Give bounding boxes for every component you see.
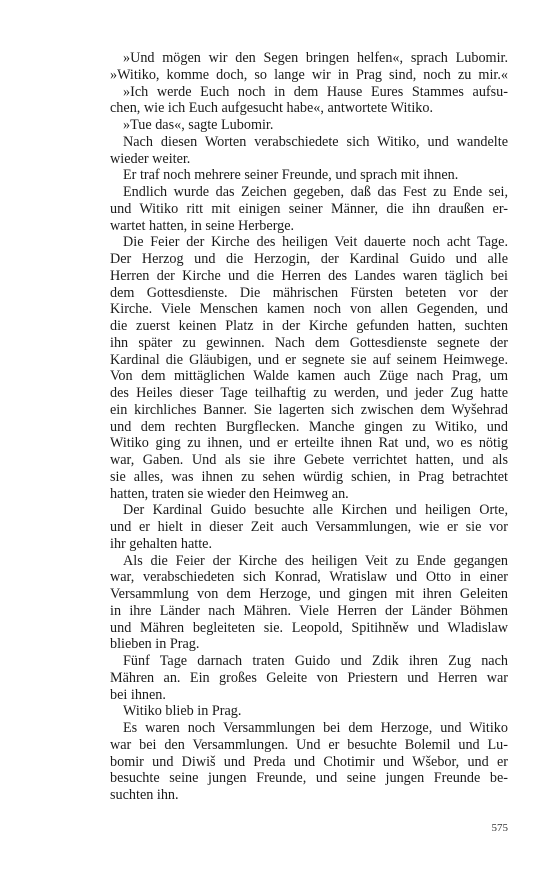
text-line: besuchte seine jungen Freunde, und seine jungen Freunde be- [110, 770, 508, 787]
text-line: Es waren noch Versammlungen bei dem Herzoge, und Witiko [123, 720, 508, 736]
text-line: Von dem mittäglichen Walde kamen auch Züge nach Prag, um [110, 368, 508, 385]
text-line: des Heiles dieser Tage teilhaftig zu werden, und jeder Zug hatte [110, 385, 508, 401]
text-line: dem Gottesdienste. Die mährischen Fürsten beteten vor der [110, 284, 508, 301]
text-line: Kirche. Viele Menschen kamen noch von allen Gegenden, und [110, 301, 508, 318]
text-line: Er traf noch mehrere seiner Freunde, und sprach mit ihnen. [123, 167, 459, 184]
text-line: Versammlung von dem Herzoge, und gingen mit ihren Geleiten [110, 586, 508, 602]
text-line: Die Feier der Kirche des heiligen Veit dauerte noch acht Tage. [123, 234, 508, 251]
text-line: Fünf Tage darnach traten Guido und Zdik ihren Zug nach [123, 653, 508, 669]
text-line: sie alles, was ihnen zu sehen würdig schien, in Prag betrachtet [110, 468, 508, 485]
text-line: Als die Feier der Kirche des heiligen Veit zu Ende gegangen [123, 552, 508, 569]
text-line: Nach diesen Worten verabschiedete sich Witiko, und wandelte [123, 133, 508, 150]
text-line: und er hielt in dieser Zeit auch Versammlungen, wie er sie vor [110, 519, 508, 535]
text-line: bomir und Diwiš und Preda und Chotimir und Wšebor, und er [110, 753, 508, 770]
text-line: und Mähren begleiteten sie. Leopold, Spitihněw und Wladislaw [110, 619, 508, 636]
text-line: wartet hatten, in seine Herberge. [110, 217, 295, 234]
text-line: ein kirchliches Banner. Sie lagerten sich zwischen dem Wyšehrad [110, 401, 508, 418]
text-line: suchten ihn. [110, 787, 179, 803]
text-line: Herren der Kirche und die Herren des Landes waren täglich bei [110, 267, 508, 284]
text-line: ihn später zu gewinnen. Nach dem Gottesdienste segnete der [110, 334, 508, 351]
text-line: Der Herzog und die Herzogin, der Kardinal Guido und alle [110, 251, 508, 267]
text-line: war bei den Versammlungen. Und er besuchte Bolemil und Lu- [110, 736, 508, 753]
page-number: 575 [491, 822, 508, 834]
text-line: in ihre Länder nach Mähren. Viele Herren der Länder Böhmen [110, 602, 508, 619]
text-line: Kardinal die Gläubigen, und er segnete sie auf seinem Heimwege. [110, 351, 508, 368]
text-line: und Witiko ritt mit einigen seiner Männer, die ihn draußen er- [110, 200, 508, 217]
text-line: die zuerst keinen Platz in der Kirche gefunden hatten, suchten [110, 318, 508, 334]
text-line: hatten, traten sie wieder den Heimweg an. [110, 485, 349, 502]
text-line: war, Gaben. Und als sie ihre Gebete verrichtet hatten, und als [110, 452, 508, 468]
text-line: Mähren an. Ein großes Geleite von Priestern und Herren war [110, 669, 508, 686]
text-line: chen, wie ich Euch aufgesucht habe«, antwortete Witiko. [110, 100, 434, 117]
text-line: war, verabschiedeten sich Konrad, Wratislaw und Otto in einer [110, 569, 508, 586]
page-body [110, 50, 508, 804]
text-line: Endlich wurde das Zeichen gegeben, daß das Fest zu Ende sei, [123, 184, 508, 200]
text-line: und dem rechten Burgflecken. Manche gingen zu Witiko, und [110, 418, 508, 435]
text-line: »Tue das«, sagte Lubomir. [123, 117, 274, 133]
text-line: Der Kardinal Guido besuchte alle Kirchen und heiligen Orte, [123, 502, 508, 519]
text-line: ihr gehalten hatte. [110, 535, 213, 552]
text-line: wieder weiter. [110, 150, 191, 167]
text-line: bei ihnen. [110, 686, 166, 703]
text-line: »Und mögen wir den Segen bringen helfen«, sprach Lubomir. [123, 50, 508, 66]
text-line: »Witiko, komme doch, so lange wir in Prag sind, noch zu mir.« [110, 66, 508, 83]
text-line: Witiko blieb in Prag. [123, 703, 242, 720]
text-line: Witiko ging zu ihnen, und er erteilte ihnen Rat und, wo es nötig [110, 435, 508, 452]
text-line: blieben in Prag. [110, 636, 200, 653]
text-line: »Ich werde Euch noch in dem Hause Eures Stammes aufsu- [123, 83, 508, 100]
